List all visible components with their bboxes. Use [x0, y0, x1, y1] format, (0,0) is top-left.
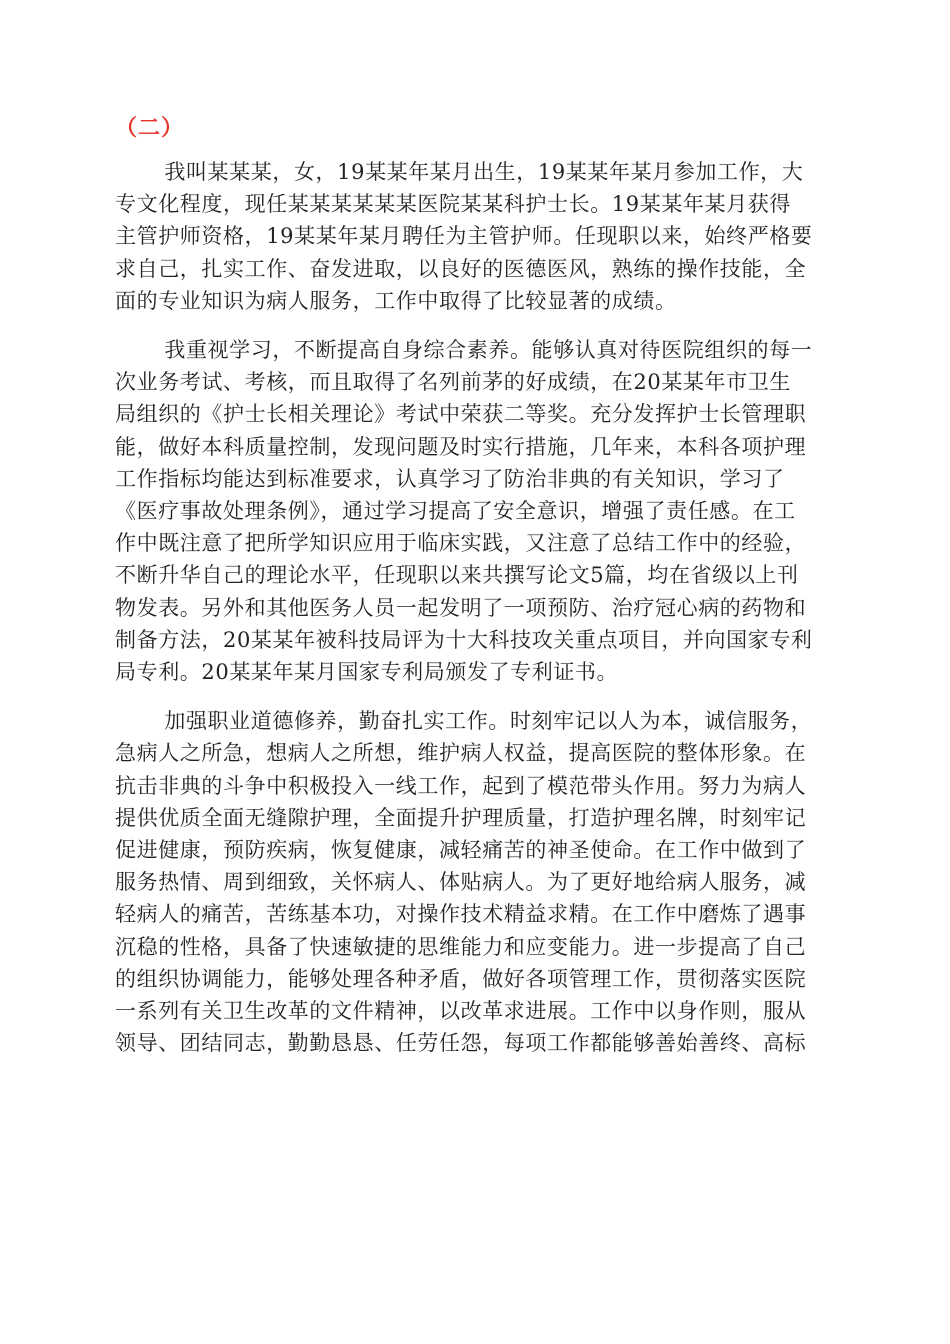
text-line: 求自己，扎实工作、奋发进取，以良好的医德医风，熟练的操作技能，全 [115, 256, 807, 281]
text-line: 抗击非典的斗争中积极投入一线工作，起到了模范带头作用。努力为病人 [115, 773, 807, 798]
text-line: 领导、团结同志，勤勤恳恳、任劳任怨，每项工作都能够善始善终、高标 [115, 1031, 807, 1056]
text-line: 面的专业知识为病人服务，工作中取得了比较显著的成绩。 [115, 288, 677, 313]
text-line: 《医疗事故处理条例》，通过学习提高了安全意识，增强了责任感。在工 [115, 499, 796, 524]
text-line: 一系列有关卫生改革的文件精神，以改革求进展。工作中以身作则，服从 [115, 999, 807, 1024]
text-line: 急病人之所急，想病人之所想，维护病人权益，提高医院的整体形象。在 [115, 741, 807, 766]
text-line: 物发表。另外和其他医务人员一起发明了一项预防、治疗冠心病的药物和 [115, 595, 807, 620]
text-line: 能，做好本科质量控制，发现问题及时实行措施，几年来，本科各项护理 [115, 434, 807, 459]
text-line: 主管护师资格，19某某年某月聘任为主管护师。任现职以来，始终严格要 [115, 224, 813, 249]
section-heading: （二） [115, 116, 185, 141]
text-line: 的组织协调能力，能够处理各种矛盾，做好各项管理工作，贯彻落实医院 [115, 966, 807, 991]
text-line: 提供优质全面无缝隙护理，全面提升护理质量，打造护理名牌，时刻牢记 [115, 805, 807, 830]
document-body [115, 156, 840, 1076]
text-line: 制备方法，20某某年被科技局评为十大科技攻关重点项目，并向国家专利 [115, 627, 813, 652]
paragraph-ethics [115, 705, 840, 1059]
text-line: 轻病人的痛苦，苦练基本功，对操作技术精益求精。在工作中磨炼了遇事 [115, 902, 807, 927]
text-line: 加强职业道德修养，勤奋扎实工作。时刻牢记以人为本，诚信服务， [164, 709, 813, 734]
text-line: 不断升华自己的理论水平，任现职以来共撰写论文5篇，均在省级以上刊 [115, 563, 799, 588]
text-line: 专文化程度，现任某某某某某某医院某某科护士长。19某某年某月获得 [115, 192, 791, 217]
text-line: 作中既注意了把所学知识应用于临床实践，又注意了总结工作中的经验， [115, 531, 807, 556]
text-line: 沉稳的性格，具备了快速敏捷的思维能力和应变能力。进一步提高了自己 [115, 934, 807, 959]
paragraph-study [115, 334, 840, 688]
text-line: 工作指标均能达到标准要求，认真学习了防治非典的有关知识，学习了 [115, 466, 785, 491]
text-line: 促进健康，预防疾病，恢复健康，减轻痛苦的神圣使命。在工作中做到了 [115, 838, 807, 863]
text-line: 局组织的《护士长相关理论》考试中荣获二等奖。充分发挥护士长管理职 [115, 402, 807, 427]
text-line: 局专利。20某某年某月国家专利局颁发了专利证书。 [115, 660, 619, 685]
text-line: 次业务考试、考核，而且取得了名列前茅的好成绩，在20某某年市卫生 [115, 370, 791, 395]
text-line: 我叫某某某，女，19某某年某月出生，19某某年某月参加工作，大 [164, 160, 804, 184]
text-line: 服务热情、周到细致，关怀病人、体贴病人。为了更好地给病人服务，减 [115, 870, 807, 895]
paragraph-intro [115, 156, 840, 317]
text-line: 我重视学习，不断提高自身综合素养。能够认真对待医院组织的每一 [164, 338, 813, 363]
